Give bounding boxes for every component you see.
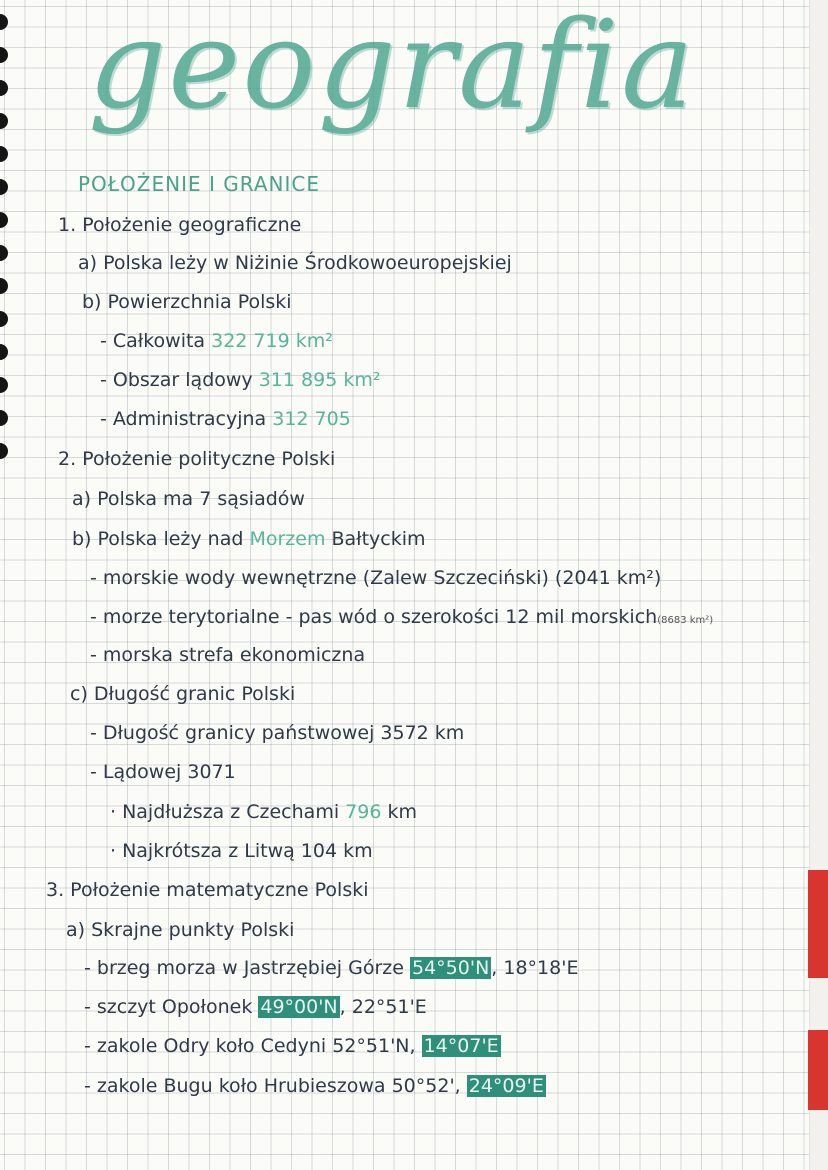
value-highlight: 322 719 km²	[211, 330, 333, 352]
note-text: c) Długość granic Polski	[70, 683, 296, 705]
red-tab	[808, 1030, 828, 1110]
note-text: 2. Położenie polityczne Polski	[58, 448, 336, 470]
note-line	[70, 683, 295, 705]
note-line	[72, 528, 426, 550]
note-line	[110, 801, 417, 823]
note-text: - zakole Bugu koło Hrubieszowa 50°52',	[84, 1075, 467, 1097]
note-line	[90, 761, 236, 783]
marked-value: 54°50'N	[412, 957, 490, 979]
note-text: - zakole Odry koło Cedyni 52°51'N,	[84, 1035, 422, 1057]
binding-holes	[0, 14, 8, 476]
note-text: km	[381, 801, 417, 823]
marked-value: 49°00'N	[260, 996, 338, 1018]
note-line	[100, 408, 351, 430]
note-line	[100, 369, 380, 391]
note-text: - Lądowej 3071	[90, 761, 236, 783]
page-edge	[810, 0, 828, 1170]
value-highlight: 796	[345, 801, 382, 823]
note-text: a) Skrajne punkty Polski	[66, 919, 295, 941]
value-highlight: 312 705	[272, 408, 351, 430]
note-text: - morze terytorialne - pas wód o szerokości 12 mil morskich	[90, 606, 658, 628]
note-text: b) Polska leży nad	[72, 528, 250, 550]
note-line	[84, 996, 427, 1018]
note-text: - morskie wody wewnętrzne (Zalew Szczeciński) (2041 km²)	[90, 567, 662, 589]
note-text: Bałtyckim	[325, 528, 426, 550]
note-text: a) Polska ma 7 sąsiadów	[72, 488, 305, 510]
note-line	[84, 1035, 501, 1057]
note-line	[90, 567, 661, 589]
note-line	[46, 879, 369, 901]
note-text: - Obszar lądowy	[100, 369, 259, 391]
marked-value: 24°09'E	[468, 1075, 544, 1097]
note-text: 1. Położenie geograficzne	[58, 214, 302, 236]
note-line	[90, 606, 713, 628]
note-line	[100, 330, 333, 352]
note-line	[58, 214, 301, 236]
note-text: , 22°51'E	[339, 996, 427, 1018]
note-text: · Najkrótsza z Litwą 104 km	[110, 840, 373, 862]
value-highlight: Morzem	[249, 528, 326, 550]
note-line	[78, 252, 512, 274]
red-tab	[808, 870, 828, 978]
small-note: (8683 km²)	[657, 615, 714, 626]
note-line	[110, 840, 373, 862]
note-text: - brzeg morza w Jastrzębiej Górze	[84, 957, 410, 979]
note-line	[72, 488, 305, 510]
note-line	[58, 448, 335, 470]
note-line	[82, 291, 292, 313]
note-text: - Całkowita	[100, 330, 212, 352]
note-text: - morska strefa ekonomiczna	[90, 644, 366, 666]
value-highlight: 311 895 km²	[258, 369, 381, 391]
note-line	[90, 644, 365, 666]
note-text: b) Powierzchnia Polski	[82, 291, 292, 313]
note-text: a) Polska leży w Niżinie Środkowoeuropejskiej	[78, 252, 512, 274]
note-text: - Długość granicy państwowej 3572 km	[90, 722, 465, 744]
note-line	[84, 1075, 546, 1097]
note-text: , 18°18'E	[491, 957, 579, 979]
note-text: - Administracyjna	[100, 408, 273, 430]
note-line	[66, 919, 294, 941]
page-title: geografia	[88, 0, 696, 136]
note-text: - szczyt Opołonek	[84, 996, 259, 1018]
note-line	[90, 722, 464, 744]
note-line	[84, 957, 578, 979]
marked-value: 14°07'E	[423, 1035, 499, 1057]
note-text: · Najdłuższa z Czechami	[110, 801, 346, 823]
section-heading: POŁOŻENIE I GRANICE	[78, 172, 320, 196]
note-text: 3. Położenie matematyczne Polski	[46, 879, 369, 901]
